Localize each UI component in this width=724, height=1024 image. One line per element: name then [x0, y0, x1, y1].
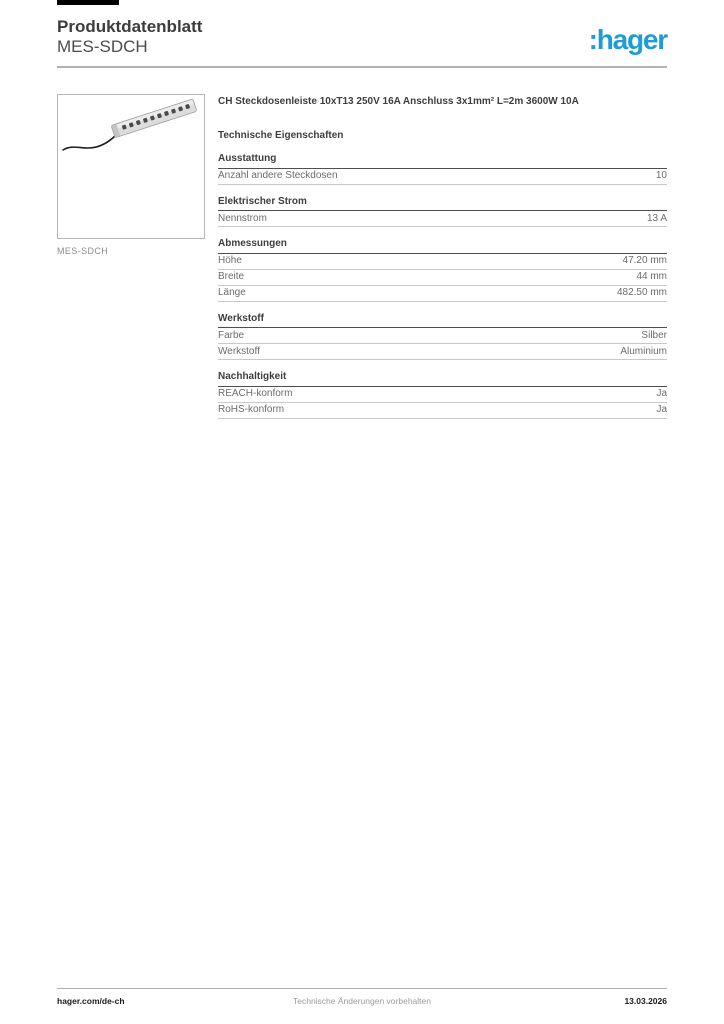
power-strip-illustration — [58, 95, 204, 238]
spec-row — [218, 328, 667, 344]
spec-section-title: Elektrischer Strom — [218, 197, 667, 212]
hager-logo: :hager — [588, 24, 667, 56]
spec-section — [218, 154, 667, 185]
footer-date: 13.03.2026 — [624, 996, 667, 1006]
spec-row-label: Höhe — [218, 255, 242, 266]
spec-section-rows — [218, 169, 667, 185]
header-divider — [57, 66, 667, 68]
footer-disclaimer: Technische Änderungen vorbehalten — [292, 996, 431, 1006]
top-crop-mark — [57, 0, 119, 5]
spec-sections — [218, 154, 667, 419]
spec-row-value: 13 A — [646, 212, 667, 224]
product-code: MES-SDCH — [57, 37, 148, 57]
product-image — [57, 94, 205, 239]
spec-section — [218, 239, 667, 302]
product-title: CH Steckdosenleiste 10xT13 250V 16A Anschluss 3x1mm² L=2m 3600W 10A — [218, 96, 579, 107]
spec-row — [218, 387, 667, 403]
spec-section-title: Ausstattung — [218, 154, 667, 169]
spec-section-title: Abmessungen — [218, 239, 667, 254]
spec-row-label: Werkstoff — [218, 345, 260, 357]
product-figure-column — [57, 94, 205, 256]
spec-row-label: REACH-konform — [218, 388, 293, 399]
spec-row — [218, 254, 667, 270]
spec-row-value: Aluminium — [620, 345, 667, 357]
spec-row-value: 47.20 mm — [622, 255, 667, 266]
spec-row-label: Länge — [218, 287, 246, 298]
spec-section-rows — [218, 387, 667, 419]
spec-row-value: 482.50 mm — [616, 287, 667, 298]
product-image-caption: MES-SDCH — [57, 246, 109, 256]
header-titles — [57, 17, 202, 57]
main-content — [57, 94, 667, 419]
footer-website: hager.com/de-ch — [57, 996, 125, 1006]
spec-row-value: 44 mm — [636, 271, 667, 282]
spec-row-value: Silber — [641, 329, 667, 341]
document-type-title: Produktdatenblatt — [57, 17, 203, 36]
spec-row-value: 10 — [655, 170, 667, 181]
spec-section — [218, 314, 667, 361]
specs-heading: Technische Eigenschaften — [218, 130, 344, 141]
spec-row — [218, 169, 667, 185]
spec-section-rows — [218, 254, 667, 302]
page-header — [57, 17, 667, 57]
spec-section-title: Nachhaltigkeit — [218, 372, 667, 387]
spec-row-value: Ja — [656, 388, 667, 399]
spec-row-label: RoHS-konform — [218, 404, 285, 415]
spec-row — [218, 211, 667, 227]
spec-row-label: Farbe — [218, 329, 245, 341]
spec-row-label: Anzahl andere Steckdosen — [218, 170, 338, 181]
spec-section-rows — [218, 211, 667, 227]
spec-row-label: Breite — [218, 271, 245, 282]
spec-section-title: Werkstoff — [218, 314, 667, 329]
spec-row-value: Ja — [656, 404, 667, 415]
spec-row — [218, 403, 667, 419]
spec-row — [218, 286, 667, 302]
spec-section-rows — [218, 328, 667, 360]
spec-row-label: Nennstrom — [218, 212, 267, 224]
spec-section — [218, 197, 667, 228]
footer-divider — [57, 988, 667, 989]
page-footer — [57, 996, 667, 1006]
spec-section — [218, 372, 667, 419]
spec-row — [218, 344, 667, 360]
specs-column — [218, 94, 667, 419]
spec-row — [218, 270, 667, 286]
